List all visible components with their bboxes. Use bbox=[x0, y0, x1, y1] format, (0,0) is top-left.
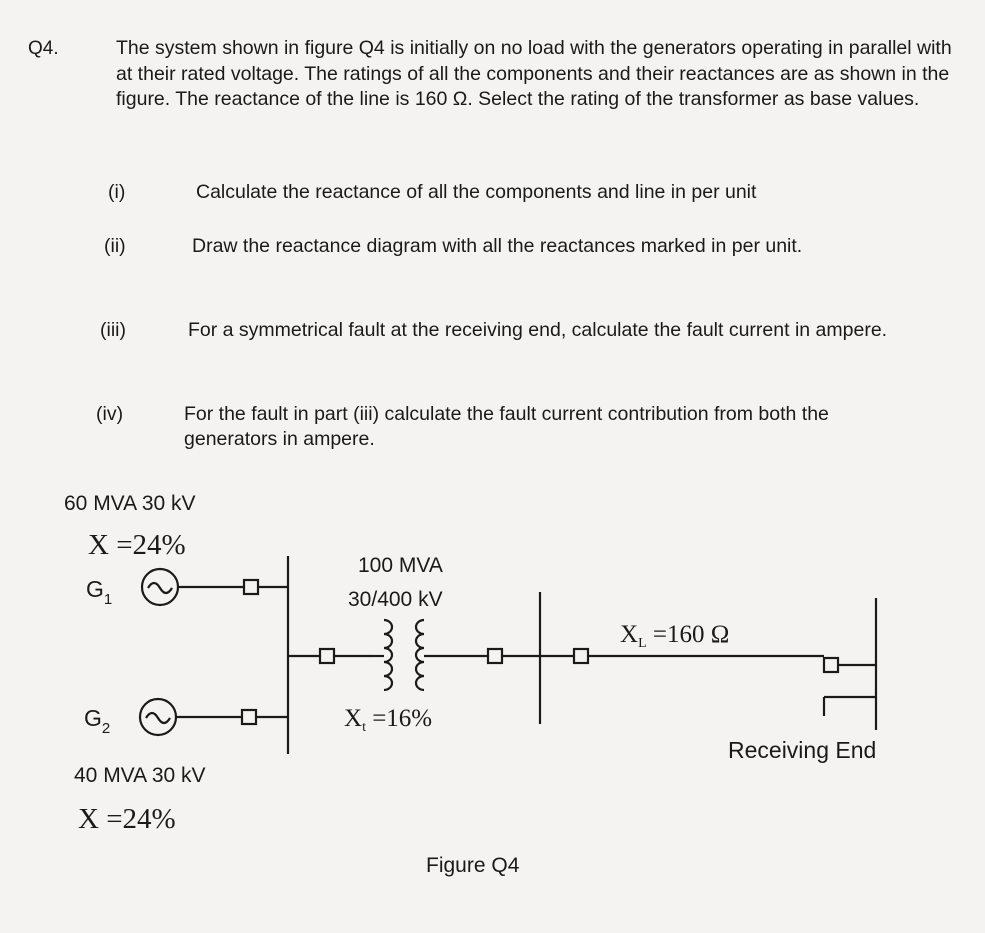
breaker-transformer-lv bbox=[320, 649, 334, 663]
part-text: For the fault in part (iii) calculate the fault current contribution from both the generators in ampere. bbox=[184, 403, 829, 450]
part-text: For a symmetrical fault at the receiving end, calculate the fault current in ampere. bbox=[188, 319, 888, 341]
figure-q4-diagram bbox=[0, 470, 985, 933]
part-label: (iii) bbox=[100, 319, 126, 341]
question-intro: The system shown in figure Q4 is initially on no load with the generators operating in parallel with at their rated voltage. The ratings of all the components and their reactances are as shown in the figure. The reactance of the line is 160 Ω. Select the rating of the transformer as base values. bbox=[116, 37, 952, 110]
receiving-end-label: Receiving End bbox=[728, 737, 877, 763]
breaker-g1 bbox=[244, 580, 258, 594]
part-text: Draw the reactance diagram with all the reactances marked in per unit. bbox=[192, 235, 803, 257]
g1-rating: 60 MVA 30 kV bbox=[64, 492, 196, 515]
breaker-line-receive bbox=[824, 658, 838, 672]
transformer-secondary-winding bbox=[416, 620, 424, 690]
g2-reactance: X =24% bbox=[78, 803, 176, 835]
breaker-line-send bbox=[574, 649, 588, 663]
question-number: Q4. bbox=[28, 38, 59, 59]
sine-icon bbox=[146, 713, 170, 723]
transformer-primary-winding bbox=[384, 620, 392, 690]
line-reactance: $X_L =160$ Ω bbox=[620, 621, 730, 651]
transformer-reactance: $X_t =16\%$ bbox=[344, 705, 433, 735]
breaker-transformer-hv bbox=[488, 649, 502, 663]
transformer-voltage: 30/400 kV bbox=[348, 588, 443, 611]
g1-reactance: X =24% bbox=[88, 529, 186, 561]
figure-caption: Figure Q4 bbox=[426, 854, 520, 877]
g2-rating: 40 MVA 30 kV bbox=[74, 764, 206, 787]
part-label: (ii) bbox=[104, 235, 126, 257]
g2-label: $G_2$ bbox=[84, 705, 111, 737]
sine-icon bbox=[148, 583, 172, 593]
g1-label: $G_1$ bbox=[86, 576, 113, 608]
part-iii bbox=[100, 318, 940, 374]
part-iv bbox=[96, 402, 946, 458]
breaker-g2 bbox=[242, 710, 256, 724]
transformer-rating: 100 MVA bbox=[358, 554, 443, 577]
part-label: (iv) bbox=[96, 403, 124, 425]
part-label: (i) bbox=[108, 181, 126, 203]
part-text: Calculate the reactance of all the components and line in per unit bbox=[196, 181, 757, 203]
part-i bbox=[108, 180, 948, 210]
part-ii bbox=[104, 234, 944, 290]
